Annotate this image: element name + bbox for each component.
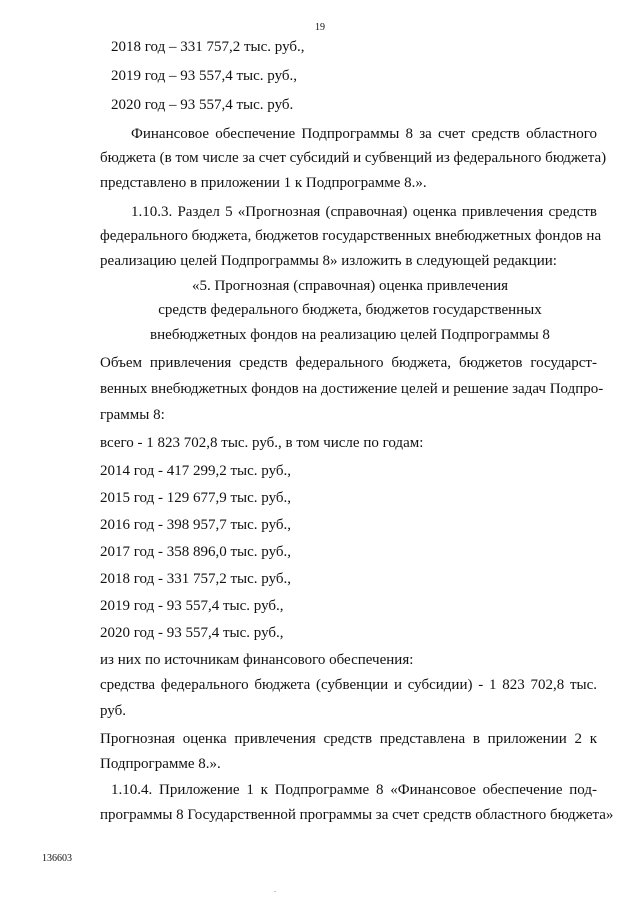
year-line: 2020 год – 93 557,4 тыс. руб.	[111, 97, 294, 113]
paragraph-line: 1.10.3. Раздел 5 «Прогнозная (справочная) оценка привлечения средств	[131, 204, 597, 220]
list-item: из них по источникам финансового обеспечения:	[100, 652, 414, 668]
paragraph-line: средства федерального бюджета (субвенции и субсидии) - 1 823 702,8 тыс.	[100, 677, 597, 693]
paragraph-line: граммы 8:	[100, 407, 165, 423]
section-title-line: внебюджетных фондов на реализацию целей Подпрограммы 8	[150, 327, 550, 343]
list-item: 2016 год - 398 957,7 тыс. руб.,	[100, 517, 292, 533]
footer-code: 136603	[42, 853, 72, 864]
paragraph-line: венных внебюджетных фондов на достижение целей и решение задач Подпро-	[100, 381, 604, 397]
paragraph-line: 1.10.4. Приложение 1 к Подпрограмме 8 «Финансовое обеспечение под-	[111, 782, 597, 798]
list-item: 2019 год - 93 557,4 тыс. руб.,	[100, 598, 284, 614]
paragraph-line: руб.	[100, 703, 126, 719]
paragraph-line: представлено в приложении 1 к Подпрограмме 8.».	[100, 175, 427, 191]
list-item: 2018 год - 331 757,2 тыс. руб.,	[100, 571, 292, 587]
footer-dot: .	[274, 885, 276, 894]
section-title-line: средств федерального бюджета, бюджетов государственных	[158, 302, 542, 318]
list-item: всего - 1 823 702,8 тыс. руб., в том числе по годам:	[100, 435, 424, 451]
section-title-line: «5. Прогнозная (справочная) оценка привлечения	[191, 278, 509, 294]
list-item: 2014 год - 417 299,2 тыс. руб.,	[100, 463, 292, 479]
paragraph-line: программы 8 Государственной программы за счет средств областного бюджета»	[100, 807, 614, 823]
paragraph-line: Подпрограмме 8.».	[100, 756, 221, 772]
list-item: 2020 год - 93 557,4 тыс. руб.,	[100, 625, 284, 641]
page-number: 19	[315, 22, 325, 33]
paragraph-line: Объем привлечения средств федерального бюджета, бюджетов государст-	[100, 355, 597, 371]
paragraph-line: бюджета (в том числе за счет субсидий и субвенций из федерального бюджета)	[100, 150, 607, 166]
paragraph-line: Прогнозная оценка привлечения средств представлена в приложении 2 к	[100, 731, 597, 747]
paragraph-line: федерального бюджета, бюджетов государственных внебюджетных фондов на	[100, 228, 602, 244]
list-item: 2017 год - 358 896,0 тыс. руб.,	[100, 544, 292, 560]
paragraph-line: реализацию целей Подпрограммы 8» изложить в следующей редакции:	[100, 253, 557, 269]
paragraph-line: Финансовое обеспечение Подпрограммы 8 за счет средств областного	[131, 126, 597, 142]
list-item: 2015 год - 129 677,9 тыс. руб.,	[100, 490, 292, 506]
year-line: 2019 год – 93 557,4 тыс. руб.,	[111, 68, 298, 84]
year-line: 2018 год – 331 757,2 тыс. руб.,	[111, 39, 305, 55]
